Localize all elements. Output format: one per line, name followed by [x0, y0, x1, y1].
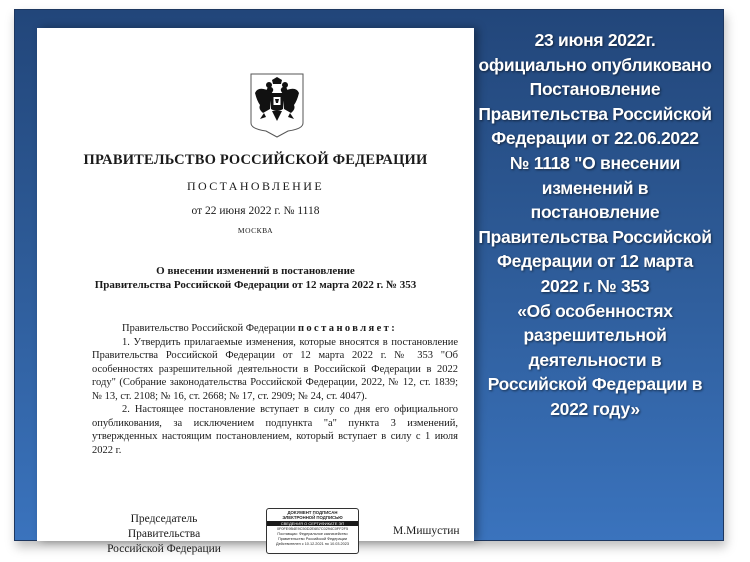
- info-line: Правительства Российской: [478, 226, 712, 247]
- info-line: Федерации от 22.06.2022: [491, 128, 699, 149]
- electronic-signature-stamp: [266, 508, 359, 554]
- subject-line-1: О внесении изменений в постановление: [156, 265, 355, 277]
- info-line: Правительства Российской: [478, 103, 712, 124]
- paragraph-1: 1. Утвердить прилагаемые изменения, которые вносятся в постановление Правительства Российской Федерации от 12 марта 2022 г. № 353 "Об особенностях разрешительной деятельности в Российской Федерации в 2022 году" (Собрание законодательства Российской Федерации, 2022, № 12, ст. 1839; № 13, ст. 2108; № 16, ст. 2668; № 17, ст. 2909; № 24, ст. 4047).: [92, 336, 458, 402]
- info-line: 23 июня 2022г.: [534, 30, 656, 50]
- signatory-title: [94, 512, 234, 557]
- government-title: ПРАВИТЕЛЬСТВО РОССИЙСКОЙ ФЕДЕРАЦИИ: [83, 152, 428, 168]
- decree-document-page: [37, 28, 474, 555]
- document-date-number: от 22 июня 2022 г. № 1118: [191, 205, 320, 217]
- document-type: ПОСТАНОВЛЕНИЕ: [186, 179, 325, 193]
- stamp-serial: 0F0FE9B4E9C50D2E6B7C0294C0FF2F5: [276, 527, 349, 531]
- subject-line-2: Правительства Российской Федерации от 12 марта 2022 г. № 353: [94, 279, 417, 291]
- stamp-owner-1: Поставщик: Федеральное казначейство: [277, 532, 348, 536]
- preamble-text: Правительство Российской Федерации: [122, 323, 298, 334]
- info-line: «Об особенностях: [517, 300, 673, 321]
- info-line: 2022 г. № 353: [540, 275, 650, 296]
- stamp-line-2: ЭЛЕКТРОННОЙ ПОДПИСЬЮ: [282, 515, 343, 520]
- stamp-line-1: ДОКУМЕНТ ПОДПИСАН: [287, 510, 338, 515]
- info-line: Российской Федерации в: [487, 374, 703, 395]
- signatory-title-line-2: Российской Федерации: [107, 543, 221, 555]
- info-line: Постановление: [529, 79, 661, 100]
- info-line: официально опубликовано: [478, 54, 712, 75]
- preamble-decision-word: постановляет:: [297, 323, 398, 334]
- stamp-validity: Действителен с 10.12.2021 по 10.03.2023: [276, 542, 349, 546]
- info-line: 2022 году»: [550, 398, 640, 419]
- russian-coat-of-arms-icon: [248, 71, 306, 139]
- info-line: Федерации от 12 марта: [497, 251, 693, 272]
- document-body: [92, 322, 458, 457]
- document-subject: [37, 264, 474, 292]
- info-line: деятельности в: [528, 349, 662, 370]
- signatory-title-line-1: Председатель Правительства: [127, 513, 201, 540]
- info-line: № 1118 "О внесении: [510, 152, 680, 173]
- stamp-owner-2: Правительство Российской Федерации: [277, 537, 348, 541]
- info-line: постановление: [530, 202, 660, 223]
- signatory-name: М.Мишустин: [393, 525, 460, 537]
- paragraph-2: 2. Настоящее постановление вступает в силу со дня его официального опубликования, за исключением подпункта "а" пункта 3 изменений, утвержденных настоящим постановлением, который вступает в силу с 1 июля 2022 г.: [92, 404, 458, 456]
- info-panel-text: [470, 28, 720, 422]
- document-city: МОСКВА: [237, 226, 274, 235]
- stamp-certificate-bar: СВЕДЕНИЯ О СЕРТИФИКАТЕ ЭП: [267, 521, 358, 526]
- info-line: изменений в: [541, 177, 649, 198]
- info-line: разрешительной: [523, 325, 667, 346]
- preamble: [92, 322, 458, 336]
